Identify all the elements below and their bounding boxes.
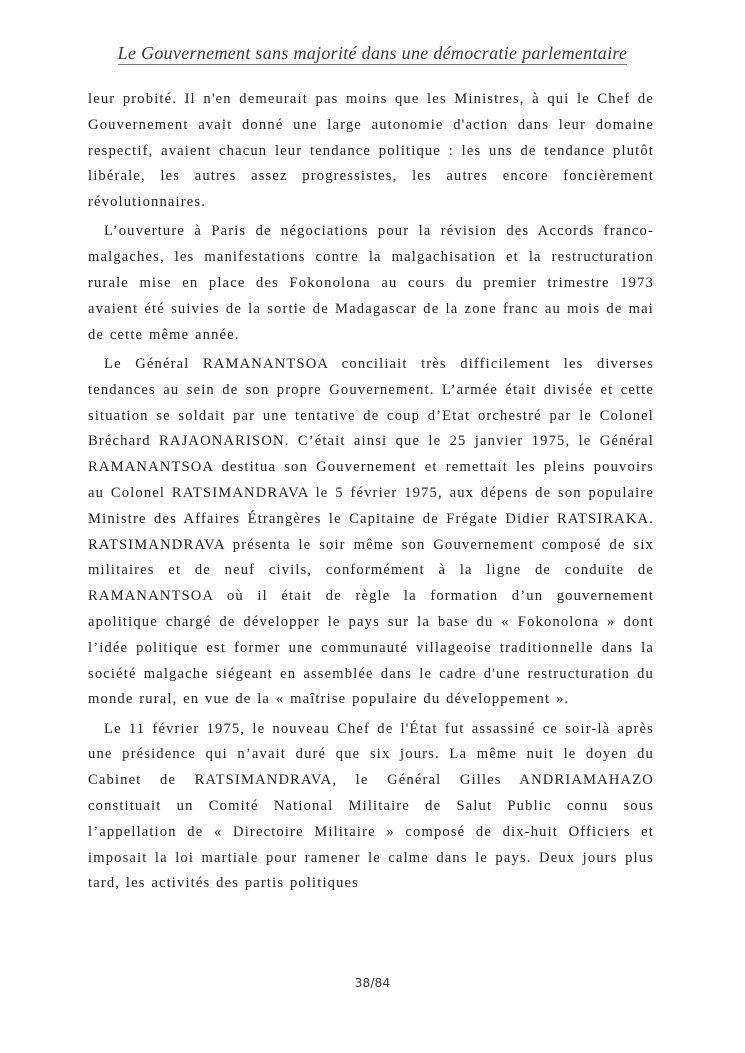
document-body (88, 87, 654, 901)
page-number: 38/84 (354, 976, 391, 990)
header-title: Le Gouvernement sans majorité dans une démocratie parlementaire (117, 43, 628, 63)
paragraph-assassination: Le 11 février 1975, le nouveau Chef de l'État fut assassiné ce soir-là après une présidence qui n’avait duré que six jours. La même nuit le doyen du Cabinet de RATSIMANDRAVA, le Général Gilles ANDRIAMAHAZO constituait un Comité National Militaire de Salut Public connu sous l’appellation de « Directoire Militaire » composé de dix-huit Officiers et imposait la loi martiale pour ramener le calme dans le pays. Deux jours plus tard, les activités des partis politiques (88, 720, 654, 892)
paragraph-ramanantsoa: Le Général RAMANANTSOA conciliait très difficilement les diverses tendances au sein de son propre Gouvernement. L’armée était divisée et cette situation se soldait par une tentative de coup d’Etat orchestré par le Colonel Bréchard RAJAONARISON. C’était ainsi que le 25 janvier 1975, le Général RAMANANTSOA destitua son Gouvernement et remettait les pleins pouvoirs au Colonel RATSIMANDRAVA le 5 février 1975, aux dépens de son populaire Ministre des Affaires Étrangères le Capitaine de Frégate Didier RATSIRAKA. RATSIMANDRAVA présenta le soir même son Gouvernement composé de six militaires et de neuf civils, conformément à la ligne de conduite de RAMANANTSOA où il était de règle la formation d’un gouvernement apolitique chargé de développer le pays sur la base du « Fokonolona » dont l’idée politique est former une communauté villageoise traditionnelle dans la société malgache siégeant en assemblée dans le cadre d'une restructuration du monde rural, en vue de la « maîtrise populaire du développement ». (88, 355, 654, 708)
running-header (0, 42, 745, 64)
paragraph-continuation: leur probité. Il n'en demeurait pas moins que les Ministres, à qui le Chef de Gouvernement avait donné une large autonomie d'action dans leur domaine respectif, avaient chacun leur tendance politique : les uns de tendance plutôt libérale, les autres assez progressistes, les autres encore foncièrement révolutionnaires. (88, 91, 654, 211)
paragraph-negotiations: L’ouverture à Paris de négociations pour la révision des Accords franco-malgaches, les manifestations contre la malgachisation et la restructuration rurale mise en place des Fokonolona au cours du premier trimestre 1973 avaient été suivies de la sortie de Madagascar de la zone franc au mois de mai de cette même année. (88, 223, 654, 343)
